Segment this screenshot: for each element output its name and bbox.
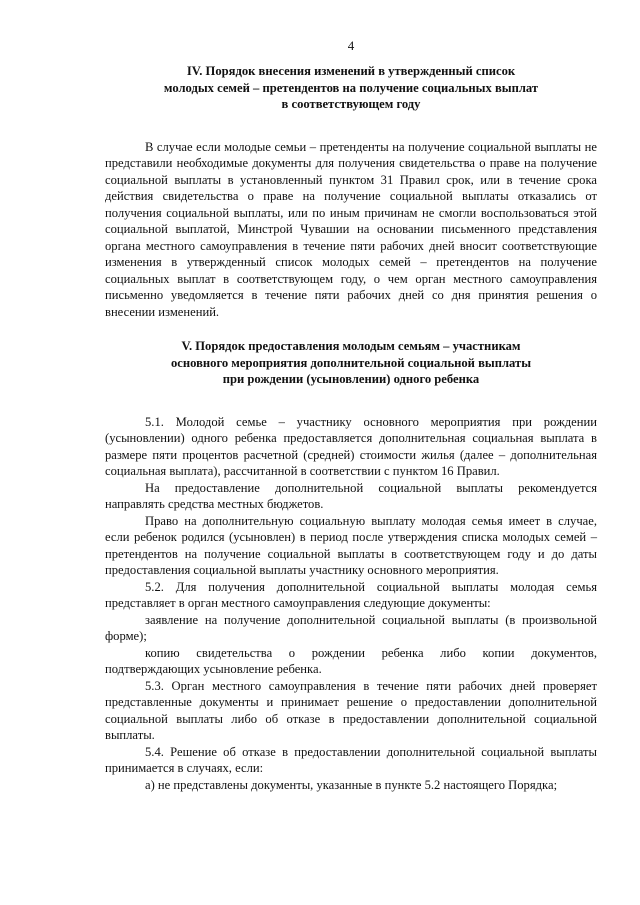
section-5-heading (105, 338, 597, 388)
page-number: 4 (347, 38, 355, 53)
paragraph-5-3: 5.3. Орган местного самоуправления в течение пяти рабочих дней проверяет представленные документы и принимает решение о предоставлении дополнительной социальной выплаты либо об отказе в предоставлении дополнительной социальной выплаты. (105, 678, 597, 742)
paragraph: В случае если молодые семьи – претенденты на получение социальной выплаты не представили необходимые документы для получения свидетельства о праве на получение социальной выплаты в установленный пунктом 31 Правил срок, или в течение срока действия свидетельства о праве на получение социальной выплаты отказались от получения социальной выплаты, или по иным причинам не смогли воспользоваться этой социальной выплатой, Минстрой Чувашии на основании письменного представления органа местного самоуправления в течение пяти рабочих дней вносит соответствующие изменения в утвержденный список молодых семей – претендентов на получение социальных выплат в соответствующем году, о чем орган местного самоуправления письменно уведомляется в течение пяти рабочих дней со дня принятия решения о внесении изменений. (105, 139, 597, 319)
paragraph-5-2: 5.2. Для получения дополнительной социальной выплаты молодая семья представляет в орган местного самоуправления следующие документы: (105, 579, 597, 610)
paragraph-eligibility: Право на дополнительную социальную выплату молодая семья имеет в случае, если ребенок родился (усыновлен) в период после утверждения списка молодых семей – претендентов на получение социальной выплаты в соответствующем году и до даты предоставления социальной выплаты участнику основного мероприятия. (105, 513, 597, 577)
paragraph-5-4: 5.4. Решение об отказе в предоставлении дополнительной социальной выплаты принимается в случаях, если: (105, 744, 597, 775)
section-5-heading-line: основного мероприятия дополнительной социальной выплаты (170, 355, 532, 370)
section-5-heading-line: V. Порядок предоставления молодым семьям – участникам (181, 339, 521, 353)
document-page (105, 38, 597, 793)
section-4-heading (105, 63, 597, 113)
paragraph-5-1: 5.1. Молодой семье – участнику основного мероприятия при рождении (усыновлении) одного ребенка предоставляется дополнительная социальная выплата в размере пяти процентов расчетной (средней) стоимости жилья (далее – дополнительная социальная выплата), рассчитанной в соответствии с пунктом 16 Правил. (105, 414, 597, 478)
section-5-body (105, 414, 597, 794)
list-item-a: а) не представлены документы, указанные в пункте 5.2 настоящего Порядка; (145, 777, 558, 792)
list-item-application: заявление на получение дополнительной социальной выплаты (в произвольной форме); (105, 612, 597, 643)
section-4-heading-line: в соответствующем году (281, 97, 421, 111)
section-5-heading-line: при рождении (усыновлении) одного ребенка (222, 372, 480, 386)
paragraph-local-budgets: На предоставление дополнительной социальной выплаты рекомендуется направлять средства местных бюджетов. (105, 480, 597, 511)
section-4-heading-line: молодых семей – претендентов на получение социальных выплат (163, 80, 539, 95)
section-4-body (105, 139, 597, 321)
list-item-birth-certificate: копию свидетельства о рождении ребенка либо копии документов, подтверждающих усыновление ребенка. (105, 645, 597, 676)
section-4-heading-line: IV. Порядок внесения изменений в утвержденный список (186, 64, 516, 78)
